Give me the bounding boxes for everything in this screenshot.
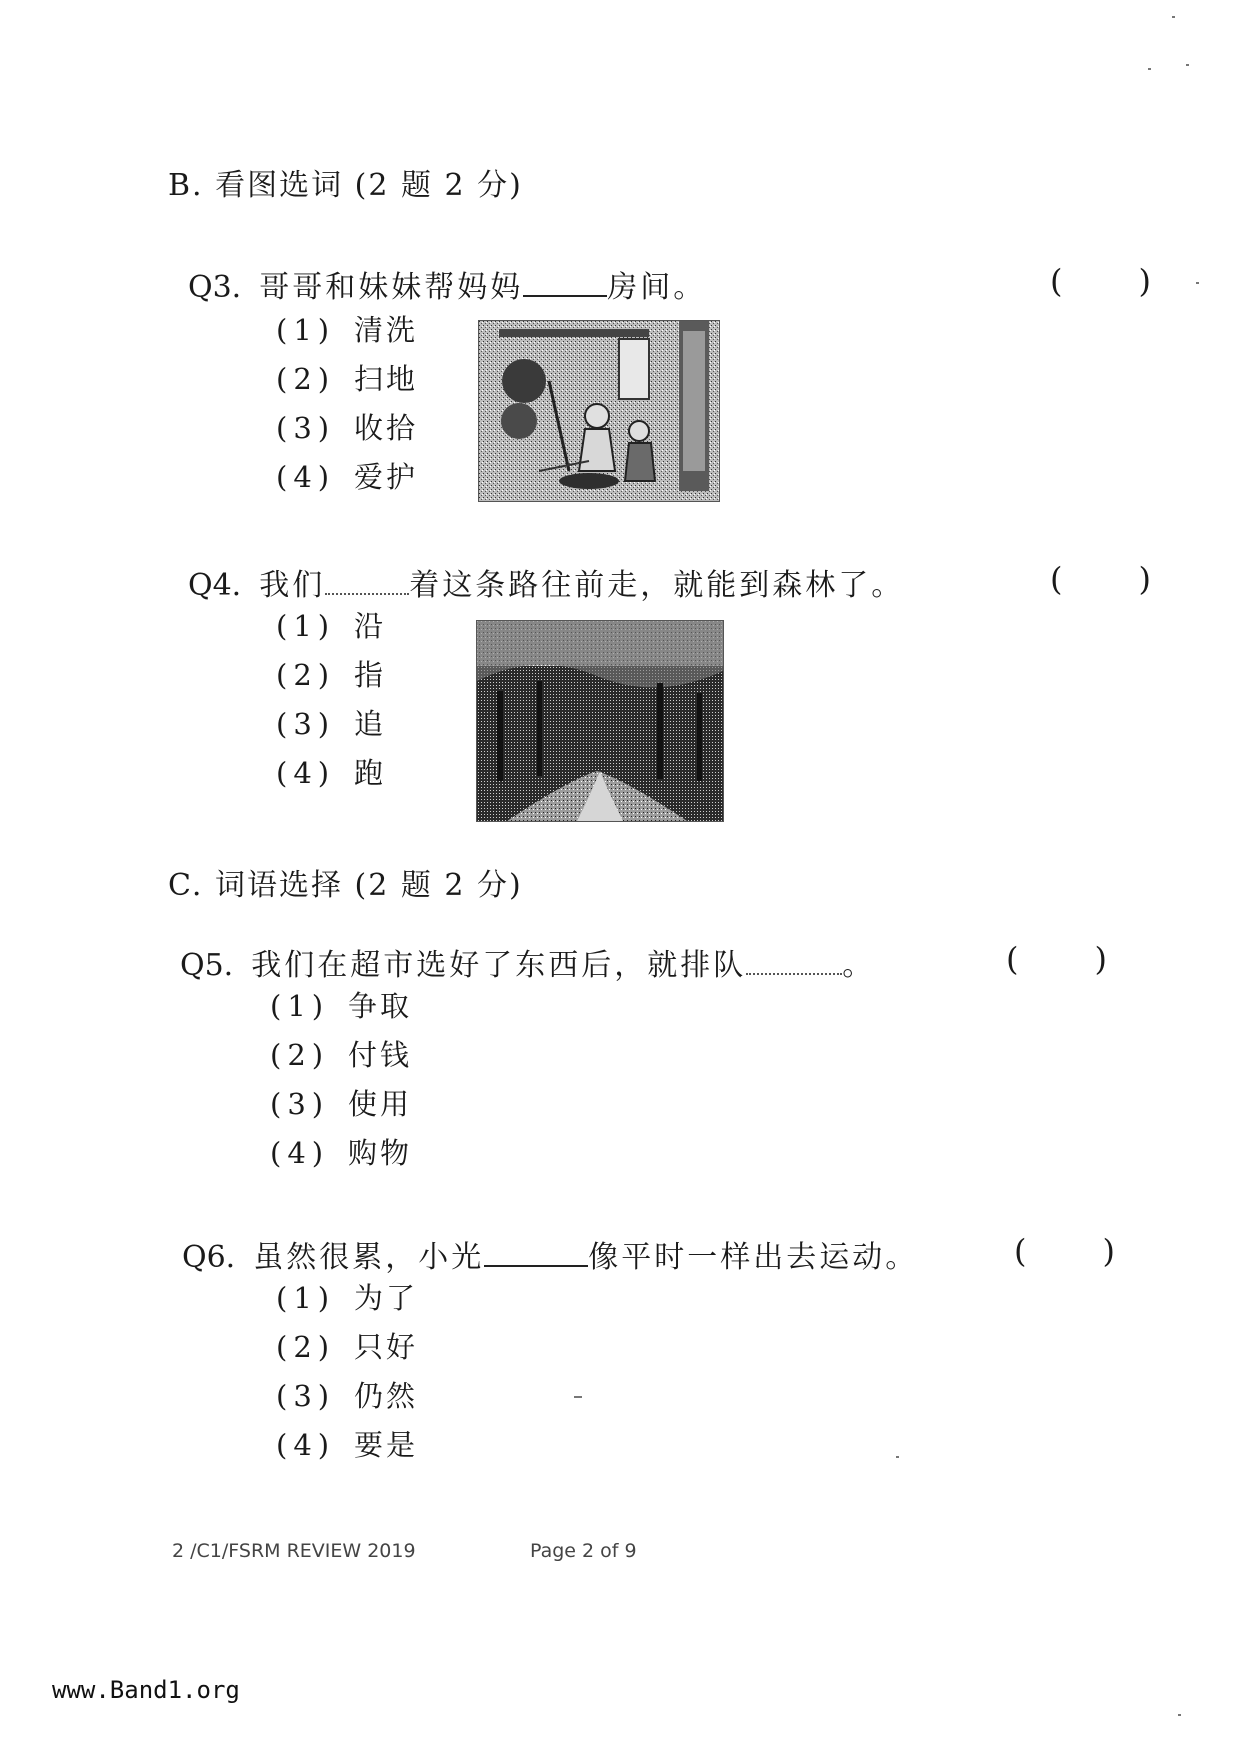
options-list (276, 602, 386, 798)
option-number: (3) (276, 1379, 336, 1413)
option[interactable] (276, 1323, 418, 1372)
stem-after-blank: 像平时一样出去运动。 (588, 1240, 919, 1275)
option[interactable] (270, 982, 412, 1031)
answer-blank (523, 269, 607, 297)
bracket-close: ) (1094, 940, 1107, 978)
stem-before-blank: 我们 (259, 568, 326, 603)
footer-code: 2 /C1/FSRM REVIEW 2019 (172, 1540, 416, 1562)
room-cleaning-illustration (478, 320, 720, 502)
option-text: 只好 (354, 1330, 419, 1364)
scan-speck (1186, 64, 1189, 66)
bracket-close: ) (1102, 1232, 1115, 1270)
option-text: 收拾 (354, 411, 419, 445)
stem-after-blank: 着这条路往前走，就能到森林了。 (409, 568, 905, 603)
option[interactable] (276, 355, 418, 404)
option-number: (1) (276, 1281, 336, 1315)
scan-speck (1178, 1714, 1181, 1716)
question-number: Q5. (180, 948, 234, 983)
option-number: (3) (276, 707, 336, 741)
question-stem (188, 262, 706, 306)
website-watermark: www.Band1.org (52, 1676, 240, 1704)
option[interactable] (276, 602, 386, 651)
option[interactable] (270, 1129, 412, 1178)
option-number: (2) (276, 658, 336, 692)
option[interactable] (270, 1080, 412, 1129)
option-text: 跑 (354, 756, 387, 790)
option[interactable] (276, 453, 418, 502)
answer-bracket[interactable] (1006, 940, 1107, 978)
answer-blank (746, 947, 842, 975)
option-text: 付钱 (348, 1038, 413, 1072)
question-stem (188, 560, 904, 604)
scan-speck (574, 1396, 582, 1398)
option[interactable] (270, 1031, 412, 1080)
option-number: (2) (270, 1038, 330, 1072)
forest-path-illustration (476, 620, 724, 822)
option-number: (1) (276, 313, 336, 347)
bracket-close: ) (1138, 262, 1151, 300)
stem-before-blank: 虽然很累，小光 (253, 1240, 485, 1275)
option[interactable] (276, 1274, 418, 1323)
options-list (270, 982, 412, 1178)
option-number: (3) (270, 1087, 330, 1121)
option-text: 指 (354, 658, 387, 692)
option-text: 扫地 (354, 362, 419, 396)
section-b-title: B. 看图选词 (2 题 2 分) (168, 168, 523, 203)
option[interactable] (276, 651, 386, 700)
answer-blank (484, 1239, 588, 1267)
scan-speck (1148, 68, 1151, 70)
option[interactable] (276, 700, 386, 749)
stem-after-blank: 。 (842, 948, 876, 983)
option-number: (2) (276, 1330, 336, 1364)
option-text: 为了 (354, 1281, 419, 1315)
option-number: (4) (276, 1428, 336, 1462)
stem-before-blank: 哥哥和妹妹帮妈妈 (259, 270, 524, 305)
option-text: 使用 (348, 1087, 413, 1121)
answer-bracket[interactable] (1014, 1232, 1115, 1270)
option-number: (4) (276, 756, 336, 790)
page-number: Page 2 of 9 (530, 1540, 637, 1562)
option-number: (4) (270, 1136, 330, 1170)
stem-after-blank: 房间。 (607, 270, 707, 305)
question-number: Q4. (188, 568, 242, 603)
question-stem (180, 940, 875, 984)
bracket-close: ) (1138, 560, 1151, 598)
options-list (276, 1274, 418, 1470)
option-text: 沿 (354, 609, 387, 643)
bracket-open: ( (1050, 262, 1063, 300)
option-number: (2) (276, 362, 336, 396)
scan-speck (896, 1456, 899, 1458)
option-text: 清洗 (354, 313, 419, 347)
option-number: (4) (276, 460, 336, 494)
section-c-title: C. 词语选择 (2 题 2 分) (168, 868, 523, 903)
scan-speck (1196, 282, 1199, 284)
option-number: (1) (276, 609, 336, 643)
answer-bracket[interactable] (1050, 262, 1151, 300)
answer-blank (325, 567, 409, 595)
option[interactable] (276, 749, 386, 798)
option-text: 购物 (348, 1136, 413, 1170)
question-stem (182, 1232, 918, 1276)
stem-before-blank: 我们在超市选好了东西后，就排队 (251, 948, 747, 983)
option-text: 仍然 (354, 1379, 419, 1413)
option[interactable] (276, 1372, 418, 1421)
option-text: 追 (354, 707, 387, 741)
bracket-open: ( (1014, 1232, 1027, 1270)
option-number: (1) (270, 989, 330, 1023)
bracket-open: ( (1050, 560, 1063, 598)
option[interactable] (276, 1421, 418, 1470)
option-text: 要是 (354, 1428, 419, 1462)
option-number: (3) (276, 411, 336, 445)
question-number: Q6. (182, 1240, 236, 1275)
options-list (276, 306, 418, 502)
bracket-open: ( (1006, 940, 1019, 978)
question-number: Q3. (188, 270, 242, 305)
option-text: 争取 (348, 989, 413, 1023)
scan-speck (1172, 16, 1175, 18)
option[interactable] (276, 404, 418, 453)
option-text: 爱护 (354, 460, 419, 494)
answer-bracket[interactable] (1050, 560, 1151, 598)
option[interactable] (276, 306, 418, 355)
